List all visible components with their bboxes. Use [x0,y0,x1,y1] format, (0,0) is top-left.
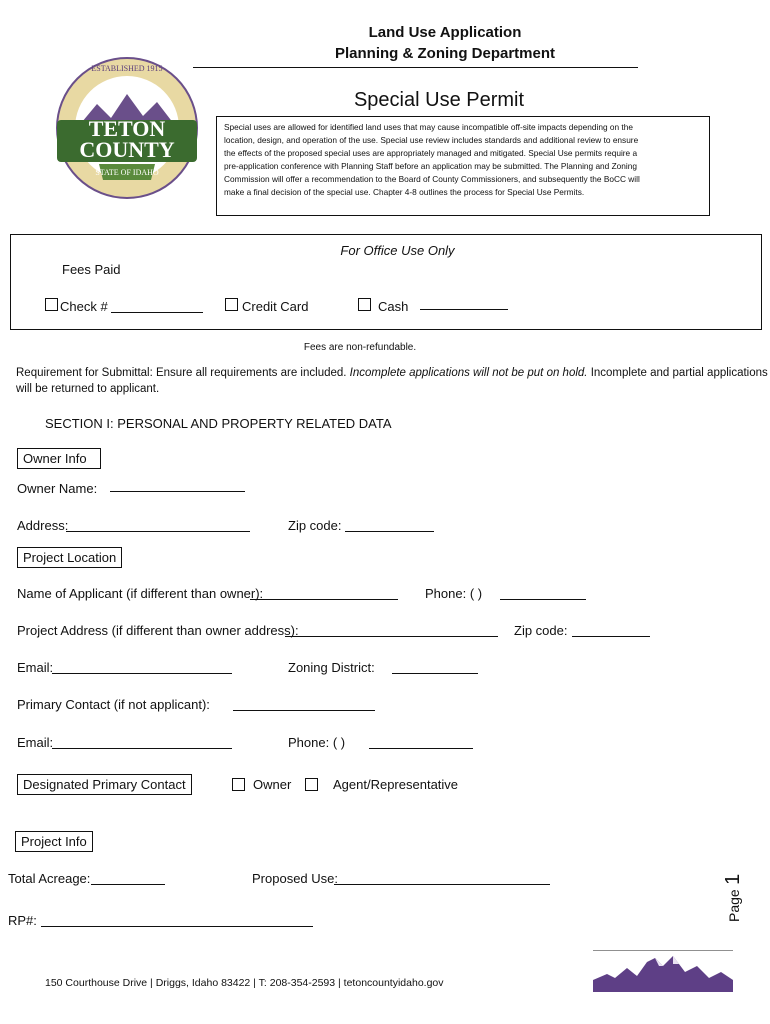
project-info-tag: Project Info [15,831,93,852]
intro-line: Special uses are allowed for identified land uses that may cause incompatible off-site impacts depending on the [224,122,633,132]
check-checkbox[interactable] [45,298,58,311]
owner-checkbox[interactable] [232,778,245,791]
owner-name-label: Owner Name: [17,481,98,496]
cash-label: Cash [378,299,409,314]
fees-paid-label: Fees Paid [62,262,121,277]
requirement-text-end: Incomplete and partial applications [587,367,768,379]
intro-line: the effects of the proposed special uses are appropriately managed and mitigated. Special Use permits require a [224,148,638,158]
page-num: 1 [722,873,744,885]
page-number [722,862,746,922]
title-line2: Planning & Zoning Department [335,45,555,62]
owner-info-tag: Owner Info [17,448,101,469]
logo-name-line2: COUNTY [79,137,175,162]
project-location-tag: Project Location [17,547,122,568]
requirement-notice [16,365,768,397]
fees-notice: Fees are non-refundable. [303,342,417,353]
email-label: Email: [17,660,54,675]
footer-address: 150 Courthouse Drive | Driggs, Idaho 83422 | T: 208-354-2593 | tetoncountyidaho.gov [45,977,444,989]
owner-name-field[interactable] [110,491,245,492]
cash-checkbox[interactable] [358,298,371,311]
permit-title: Special Use Permit [353,89,525,111]
phone-label: Phone: ( ) [425,586,483,601]
rp-label: RP#: [8,913,37,928]
mountain-logo [593,950,733,992]
page-label: Page [726,889,742,922]
zip2-field[interactable] [572,636,650,637]
check-label: Check # [60,299,108,314]
proposed-use-label: Proposed Use: [252,871,338,886]
address-label: Address: [17,518,69,533]
project-address-field[interactable] [285,636,498,637]
logo-name-line1: TETON [88,116,166,141]
intro-line: make a final decision of the special use. Chapter 4-8 outlines the process for Special Use Permits. [224,187,585,197]
phone-field[interactable] [500,599,586,600]
title-line1: Land Use Application [368,24,522,41]
intro-line: location, design, and operation of the use. Special use review includes standards and additional review to ensure [224,135,639,145]
zip2-label: Zip code: [514,623,568,638]
agent-checkbox[interactable] [305,778,318,791]
designated-contact-tag: Designated Primary Contact [17,774,192,795]
logo-established: ESTABLISHED 1915 [91,64,163,73]
address-field[interactable] [66,531,250,532]
email-field[interactable] [52,673,232,674]
zip-label: Zip code: [288,518,342,533]
intro-line: pre-application conference with Planning Staff before an application may be submitted. The Planning and Zoning [224,161,637,171]
cash-amount-line[interactable] [420,309,508,310]
section1-heading: SECTION I: PERSONAL AND PROPERTY RELATED DATA [45,416,392,431]
county-logo [55,56,199,200]
zoning-field[interactable] [392,673,478,674]
primary-contact-label: Primary Contact (if not applicant): [17,697,210,712]
email2-label: Email: [17,735,54,750]
intro-line: Commission will offer a recommendation to the Board of County Commissioners, and subsequently the BoCC will [224,174,640,184]
office-use-heading: For Office Use Only [340,243,455,258]
acreage-label: Total Acreage: [8,871,91,886]
zip-field[interactable] [345,531,434,532]
phone2-label: Phone: ( ) [288,735,346,750]
owner-option-label: Owner [253,777,292,792]
intro-text [224,121,704,199]
requirement-text-line2: will be returned to applicant. [16,383,160,395]
email2-field[interactable] [52,748,232,749]
header-rule [193,67,638,68]
check-number-line[interactable] [111,312,203,313]
requirement-text-italic: Incomplete applications will not be put on hold. [349,367,588,379]
agent-option-label: Agent/Representative [333,777,459,792]
rp-field[interactable] [41,926,313,927]
zoning-label: Zoning District: [288,660,375,675]
logo-state: STATE OF IDAHO [95,168,159,177]
acreage-field[interactable] [91,884,165,885]
primary-contact-field[interactable] [233,710,375,711]
applicant-name-field[interactable] [250,599,398,600]
phone2-field[interactable] [369,748,473,749]
applicant-name-label: Name of Applicant (if different than owner): [17,586,264,601]
credit-card-checkbox[interactable] [225,298,238,311]
credit-card-label: Credit Card [242,299,309,314]
proposed-use-field[interactable] [334,884,550,885]
requirement-text-start: Requirement for Submittal: Ensure all requirements are included. [16,367,350,379]
project-address-label: Project Address (if different than owner address): [17,623,299,638]
